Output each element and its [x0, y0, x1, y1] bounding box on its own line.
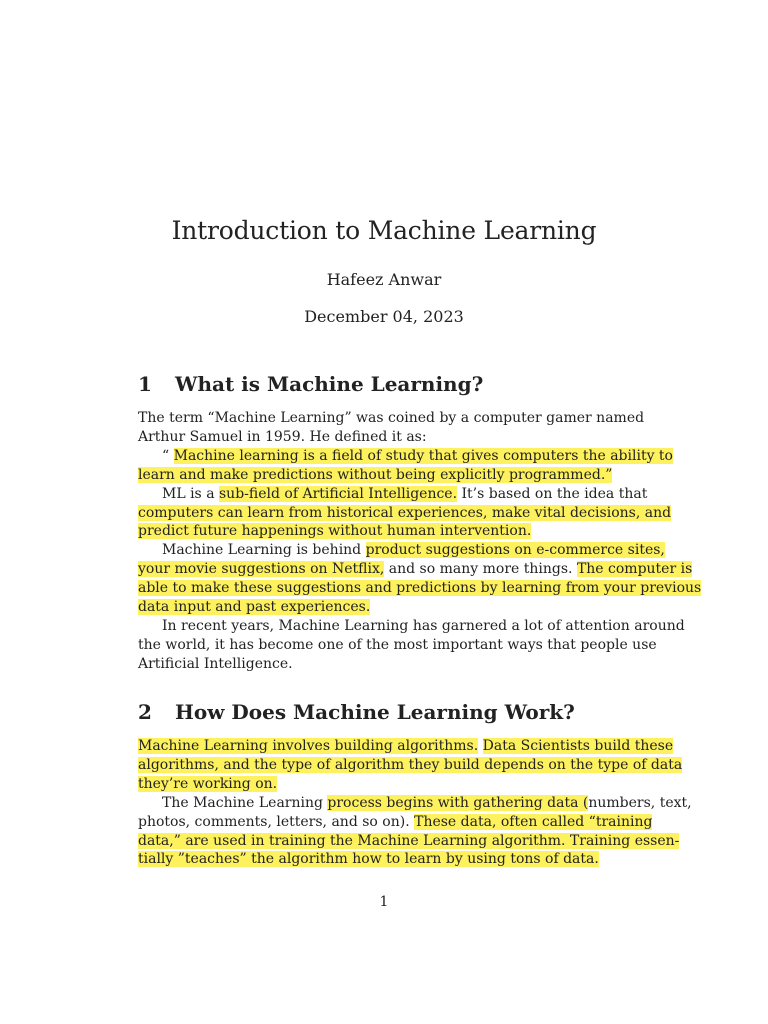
- highlighted-text: The computer is: [576, 561, 693, 578]
- paragraph-line: [138, 560, 693, 579]
- paragraph-line: [138, 598, 628, 617]
- section-2-heading: [138, 697, 575, 727]
- body-text: numbers, text,: [588, 794, 692, 811]
- paragraph-line: [138, 655, 628, 674]
- body-text: The term “Machine Learning” was coined by a computer gamer named: [138, 410, 645, 426]
- paragraph-line: [162, 447, 673, 466]
- section-1-number: 1: [138, 372, 152, 396]
- paragraph-line: [162, 541, 665, 560]
- body-text: photos, comments, letters, and so on).: [138, 813, 415, 830]
- paragraph-line: [138, 579, 702, 598]
- body-text: [478, 738, 482, 754]
- document-author: Hafeez Anwar: [326, 270, 442, 289]
- body-text: The Machine Learning: [162, 794, 328, 811]
- highlighted-text: Machine learning is a field of study that gives computers the ability to: [173, 447, 673, 464]
- paragraph-line: [138, 850, 628, 869]
- highlighted-text: Machine Learning involves building algorithms.: [138, 738, 479, 754]
- paragraph-line: [162, 794, 692, 813]
- highlighted-text: process begins with gathering data (: [327, 794, 589, 811]
- highlighted-text: predict future happenings without human intervention.: [138, 523, 532, 540]
- paragraph-line: [138, 832, 680, 851]
- body-text: Artificial Intelligence.: [138, 655, 293, 672]
- section-2-number: 2: [138, 700, 152, 724]
- highlighted-text: Data Scientists build these: [482, 738, 674, 754]
- body-text: In recent years, Machine Learning has garnered a lot of attention around: [162, 617, 685, 634]
- body-text: and so many more things.: [384, 561, 577, 578]
- highlighted-text: data,” are used in training the Machine Learning algorithm. Training essen-: [138, 832, 680, 849]
- highlighted-text: they’re working on.: [138, 775, 278, 792]
- highlighted-text: tially ”teaches” the algorithm how to learn by using tons of data.: [138, 851, 599, 868]
- highlighted-text: computers can learn from historical experiences, make vital decisions, and: [138, 504, 672, 521]
- highlighted-text: able to make these suggestions and predictions by learning from your previous: [138, 580, 702, 597]
- body-text: Machine Learning is behind: [162, 542, 366, 559]
- document-date: December 04, 2023: [304, 307, 464, 326]
- paragraph-line: [138, 737, 674, 756]
- highlighted-text: learn and make predictions without being explicitly programmed.”: [138, 466, 613, 483]
- paragraph-line: [138, 504, 672, 523]
- paragraph-line: [162, 485, 648, 504]
- body-text: ML is a: [162, 485, 219, 502]
- highlighted-text: sub-field of Artificial Intelligence.: [219, 485, 458, 502]
- section-1-heading: [138, 369, 483, 399]
- highlighted-text: product suggestions on e-commerce sites,: [365, 542, 665, 559]
- paragraph-line: [138, 636, 657, 655]
- paragraph-line: [138, 756, 683, 775]
- body-text: the world, it has become one of the most important ways that people use: [138, 636, 657, 653]
- section-1-title: What is Machine Learning?: [175, 372, 484, 396]
- section-2-title: How Does Machine Learning Work?: [175, 700, 575, 724]
- page-number: 1: [379, 894, 389, 910]
- body-text: It’s based on the idea that: [457, 485, 648, 502]
- body-text: Arthur Samuel in 1959. He defined it as:: [138, 428, 427, 445]
- paragraph-line: [138, 775, 628, 794]
- paragraph-line: [162, 617, 685, 636]
- highlighted-text: These data, often called “training: [414, 813, 653, 830]
- highlighted-text: algorithms, and the type of algorithm they build depends on the type of data: [138, 756, 683, 773]
- document-title: Introduction to Machine Learning: [171, 216, 597, 245]
- paragraph-line: [138, 409, 645, 428]
- body-text: “: [162, 447, 174, 464]
- paragraph-line: [138, 428, 628, 447]
- paragraph-line: [138, 522, 628, 541]
- highlighted-text: your movie suggestions on Netflix,: [138, 561, 385, 578]
- highlighted-text: data input and past experiences.: [138, 599, 371, 615]
- paragraph-line: [138, 466, 628, 485]
- paragraph-line: [138, 813, 653, 832]
